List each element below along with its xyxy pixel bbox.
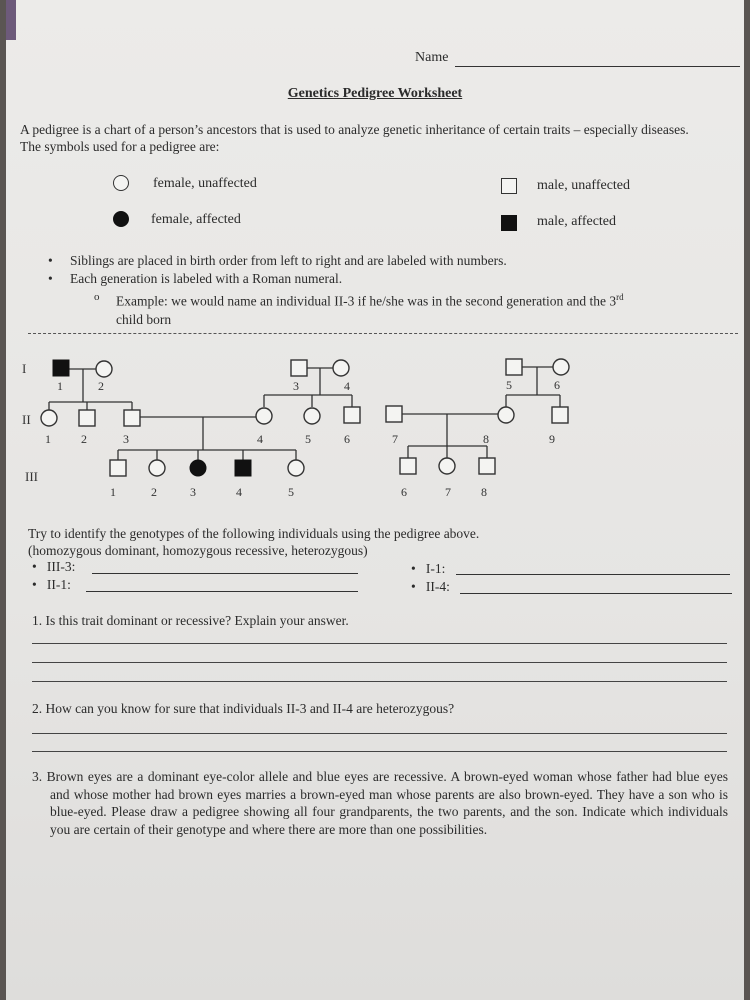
note-siblings: • Siblings are placed in birth order from left to right and are labeled with numbers. bbox=[48, 252, 708, 270]
individual-I-4 bbox=[333, 360, 349, 376]
individual-I-2 bbox=[96, 361, 112, 377]
individual-I-5 bbox=[506, 359, 522, 375]
genotype-answer-III-3[interactable] bbox=[92, 573, 358, 574]
individual-III-2 bbox=[149, 460, 165, 476]
legend-female-affected: female, affected bbox=[151, 212, 241, 227]
answer-line-q1-2[interactable] bbox=[32, 662, 727, 663]
individual-I-3 bbox=[291, 360, 307, 376]
individual-III-7 bbox=[439, 458, 455, 474]
individual-II-7 bbox=[386, 406, 402, 422]
label-III-5: 5 bbox=[288, 485, 294, 499]
answer-line-q2-1[interactable] bbox=[32, 733, 727, 734]
individual-II-1 bbox=[41, 410, 57, 426]
genotype-intro-line1: Try to identify the genotypes of the following individuals using the pedigree above. bbox=[28, 526, 480, 541]
genotype-answer-II-4[interactable] bbox=[460, 593, 732, 594]
label-II-6: 6 bbox=[344, 432, 350, 446]
label-II-5: 5 bbox=[305, 432, 311, 446]
generation-label-iii: III bbox=[25, 469, 38, 484]
label-III-3: 3 bbox=[190, 485, 196, 499]
label-II-2: 2 bbox=[81, 432, 87, 446]
label-I-2: 2 bbox=[98, 379, 104, 393]
genotype-item-I-1: • I-1: bbox=[411, 561, 446, 576]
label-III-7: 7 bbox=[445, 485, 451, 499]
label-II-9: 9 bbox=[549, 432, 555, 446]
male-unaffected-symbol bbox=[501, 178, 517, 194]
label-III-2: 2 bbox=[151, 485, 157, 499]
binder-tab bbox=[6, 0, 16, 40]
label-II-4: 4 bbox=[257, 432, 263, 446]
intro-text: A pedigree is a chart of a person’s ancestors that is used to analyze genetic inheritance of certain traits – especially diseases. The symbols used for a pedigree are: bbox=[20, 122, 689, 154]
label-I-6: 6 bbox=[554, 378, 560, 392]
note-example: o Example: we would name an individual II-3 if he/she was in the second generation and the 3rd child born bbox=[48, 288, 708, 329]
label-III-4: 4 bbox=[236, 485, 242, 499]
genotype-item-II-1: • II-1: bbox=[32, 577, 71, 592]
label-III-8: 8 bbox=[481, 485, 487, 499]
individual-I-6 bbox=[553, 359, 569, 375]
individual-II-5 bbox=[304, 408, 320, 424]
pedigree-chart bbox=[0, 340, 750, 510]
answer-line-q1-1[interactable] bbox=[32, 643, 727, 644]
label-II-3: 3 bbox=[123, 432, 129, 446]
individual-II-6 bbox=[344, 407, 360, 423]
individual-II-2 bbox=[79, 410, 95, 426]
individual-II-3 bbox=[124, 410, 140, 426]
answer-line-q2-2[interactable] bbox=[32, 751, 727, 752]
label-I-4: 4 bbox=[344, 379, 350, 393]
legend-male-affected: male, affected bbox=[537, 214, 617, 229]
female-unaffected-symbol bbox=[113, 175, 129, 191]
page-title: Genetics Pedigree Worksheet bbox=[287, 86, 463, 101]
genotype-instructions bbox=[28, 525, 728, 559]
pedigree-notes bbox=[48, 252, 708, 329]
genotype-answer-I-1[interactable] bbox=[456, 574, 730, 575]
individual-II-9 bbox=[552, 407, 568, 423]
genotype-answer-II-1[interactable] bbox=[86, 591, 358, 592]
label-III-1: 1 bbox=[110, 485, 116, 499]
individual-II-4 bbox=[256, 408, 272, 424]
male-affected-symbol bbox=[501, 215, 517, 231]
individual-II-8 bbox=[498, 407, 514, 423]
legend-female-unaffected: female, unaffected bbox=[153, 176, 257, 191]
genotype-item-III-3: • III-3: bbox=[32, 559, 76, 574]
individual-III-5 bbox=[288, 460, 304, 476]
individual-III-6 bbox=[400, 458, 416, 474]
generation-label-i: I bbox=[22, 361, 27, 376]
genotype-intro-line2: (homozygous dominant, homozygous recessive, heterozygous) bbox=[28, 543, 368, 558]
individual-III-4 bbox=[235, 460, 251, 476]
question-3 bbox=[32, 768, 728, 838]
name-label: Name bbox=[415, 50, 449, 65]
legend-male-unaffected: male, unaffected bbox=[537, 178, 631, 193]
genotype-item-II-4: • II-4: bbox=[411, 579, 450, 594]
section-divider bbox=[28, 333, 738, 334]
individual-III-3 bbox=[190, 460, 206, 476]
individual-I-1 bbox=[53, 360, 69, 376]
label-II-1: 1 bbox=[45, 432, 51, 446]
answer-line-q1-3[interactable] bbox=[32, 681, 727, 682]
question-1: 1. Is this trait dominant or recessive? Explain your answer. bbox=[32, 613, 349, 628]
label-I-1: 1 bbox=[57, 379, 63, 393]
individual-III-8 bbox=[479, 458, 495, 474]
individual-III-1 bbox=[110, 460, 126, 476]
label-I-5: 5 bbox=[506, 378, 512, 392]
note-generations: • Each generation is labeled with a Roman numeral. bbox=[48, 270, 708, 288]
label-II-8: 8 bbox=[483, 432, 489, 446]
label-I-3: 3 bbox=[293, 379, 299, 393]
label-II-7: 7 bbox=[392, 432, 398, 446]
question-3-text: 3. Brown eyes are a dominant eye-color allele and blue eyes are recessive. A brown-eyed woman whose father had blue eyes and whose mother had brown eyes marries a brown-eyed man whose parents are also brown-eyed. They have a son who is blue-eyed. Please draw a pedigree showing all four grandparents, the two parents, and the son. Indicate which individuals you are certain of their genotype and where there are more than one possibilities. bbox=[32, 769, 728, 837]
female-affected-symbol bbox=[113, 211, 129, 227]
question-2: 2. How can you know for sure that individuals II-3 and II-4 are heterozygous? bbox=[32, 701, 455, 716]
label-III-6: 6 bbox=[401, 485, 407, 499]
name-field[interactable] bbox=[455, 66, 740, 67]
generation-label-ii: II bbox=[22, 412, 31, 427]
